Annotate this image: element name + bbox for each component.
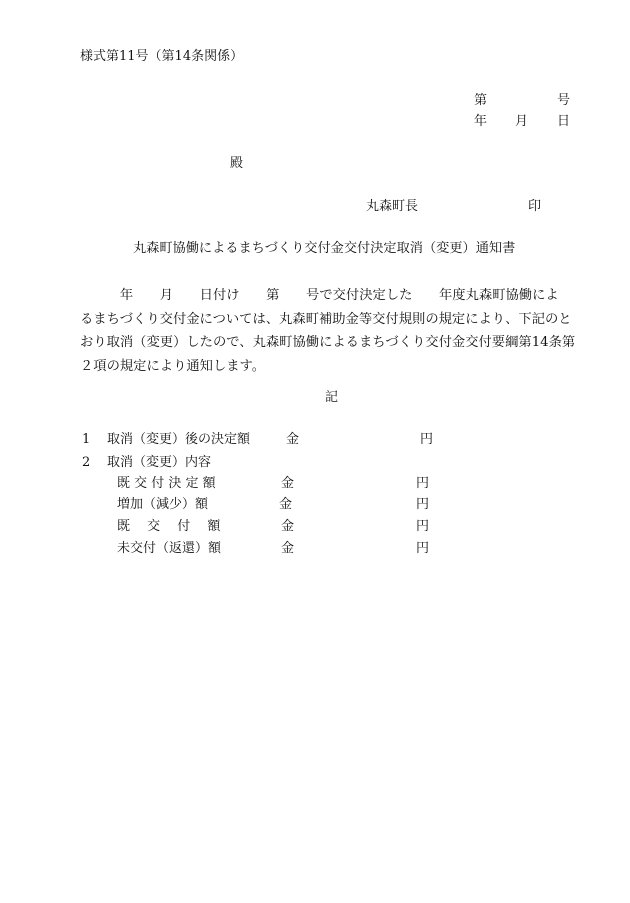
body-line: るまちづくり交付金については、丸森町補助金等交付規則の規定により、下記のと — [80, 311, 572, 327]
body-line: 年 月 日付け 第 号で交付決定した 年度丸森町協働によ — [80, 288, 559, 303]
document-number-prefix: 第 — [474, 93, 488, 108]
body-line: ２項の規定により通知します。 — [80, 358, 266, 374]
date-month: 月 — [515, 114, 529, 129]
item-label: 取消（変更）内容 — [107, 455, 212, 470]
ki-heading: 記 — [325, 390, 339, 405]
detail-label: 既 交 付 決 定 額 — [117, 476, 216, 491]
body-paragraph — [80, 284, 585, 378]
yen-prefix: 金 — [279, 497, 293, 512]
yen-suffix: 円 — [416, 541, 430, 556]
yen-prefix: 金 — [286, 432, 300, 447]
item-label: 取消（変更）後の決定額 — [107, 432, 251, 447]
detail-label: 未交付（返還）額 — [117, 541, 222, 556]
detail-label: 増加（減少）額 — [117, 497, 209, 512]
item-number: 1 — [82, 432, 91, 447]
yen-suffix: 円 — [420, 432, 434, 447]
yen-suffix: 円 — [416, 519, 430, 534]
yen-suffix: 円 — [416, 476, 430, 491]
form-label: 様式第11号（第14条関係） — [80, 49, 244, 64]
document-number-suffix: 号 — [557, 93, 571, 108]
sender-title: 丸森町長 — [366, 199, 419, 214]
detail-label: 既 交 付 額 — [117, 519, 221, 534]
date-year: 年 — [474, 114, 488, 129]
yen-prefix: 金 — [281, 541, 295, 556]
seal-mark: 印 — [528, 199, 542, 214]
yen-suffix: 円 — [416, 497, 430, 512]
item-number: 2 — [82, 455, 91, 470]
addressee-suffix: 殿 — [230, 156, 244, 171]
document-title: 丸森町協働によるまちづくり交付金交付決定取消（変更）通知書 — [133, 241, 516, 256]
date-day: 日 — [557, 114, 571, 129]
yen-prefix: 金 — [281, 476, 295, 491]
body-line: おり取消（変更）したので、丸森町協働によるまちづくり交付金交付要綱第14条第 — [80, 335, 576, 350]
yen-prefix: 金 — [281, 519, 295, 534]
